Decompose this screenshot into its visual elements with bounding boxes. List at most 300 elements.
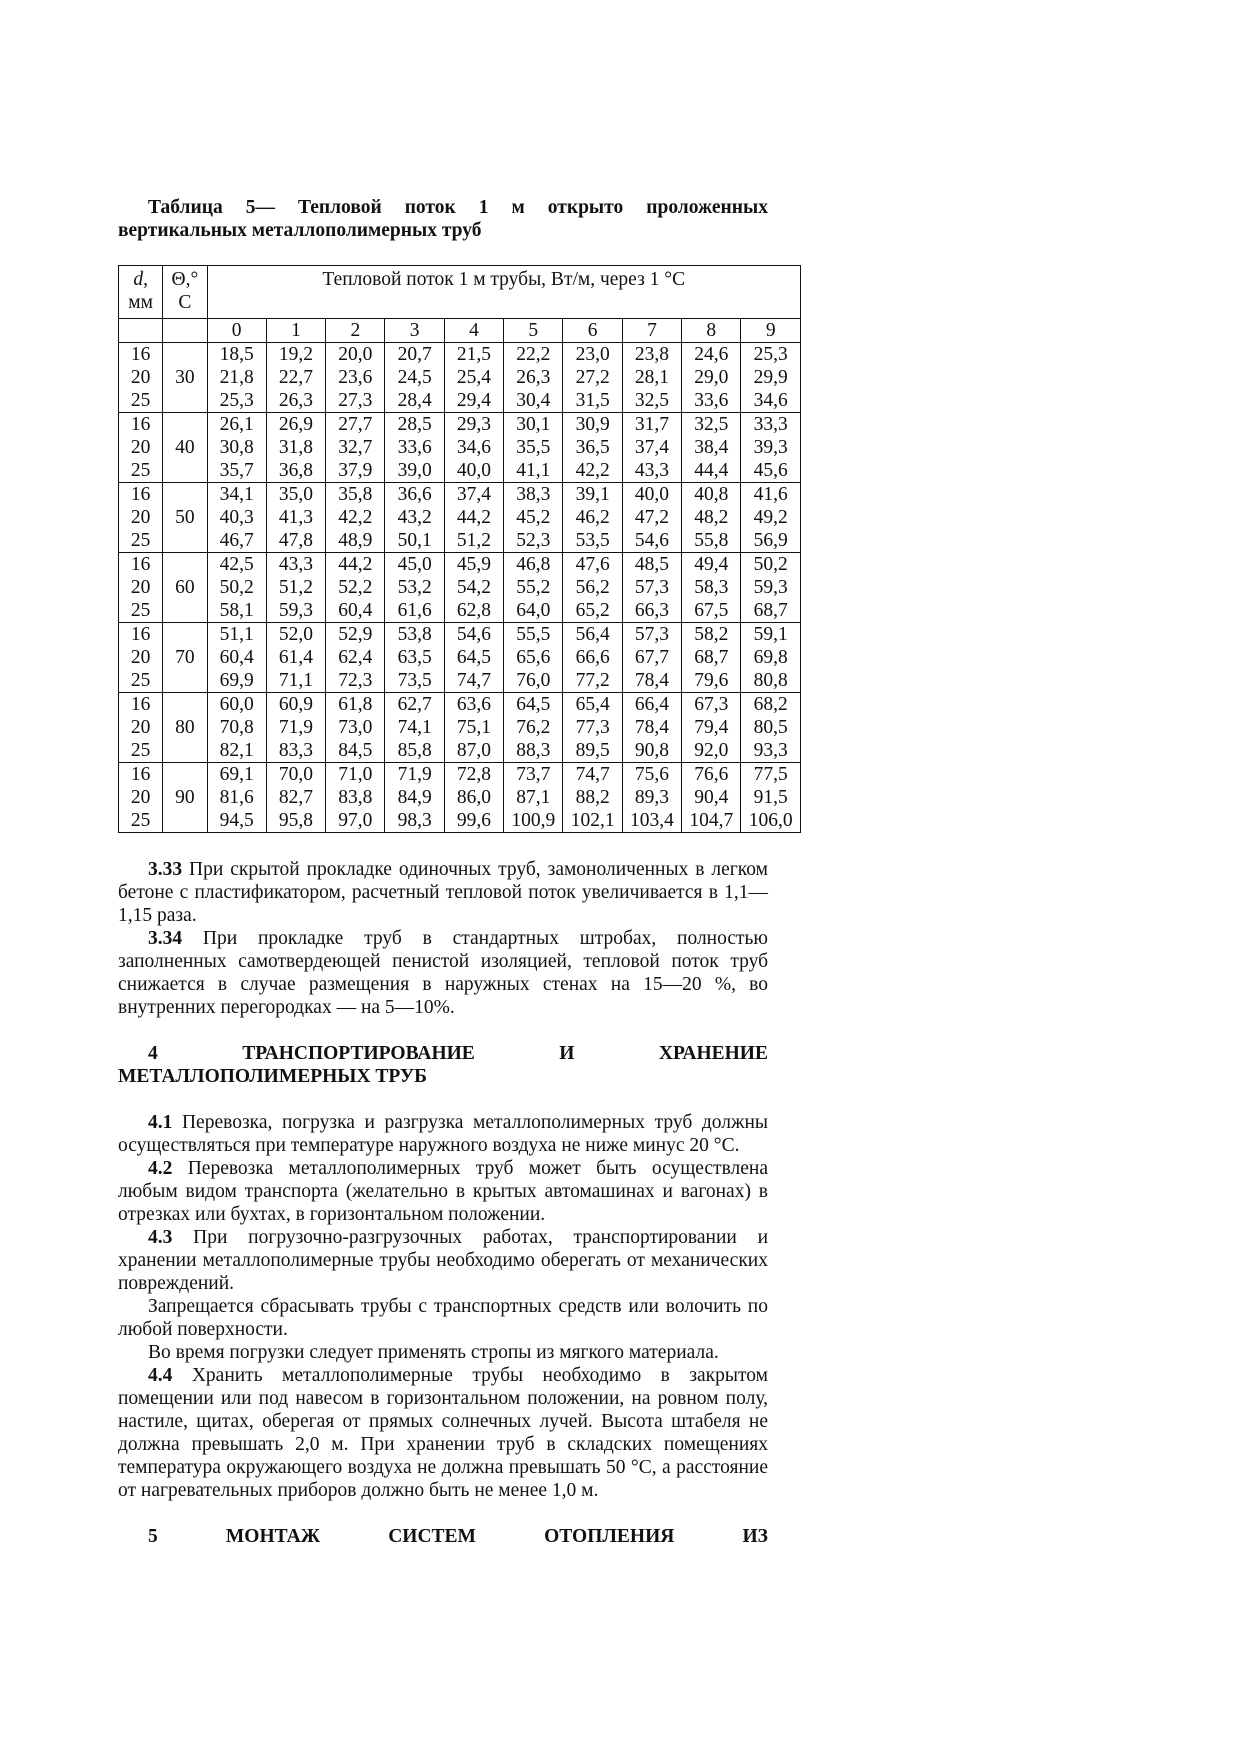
- heat-flow-value: 70,8: [219, 717, 254, 738]
- diameter-cell: [119, 553, 163, 623]
- diameter-value: 25: [130, 390, 151, 411]
- heat-flow-cell: [444, 553, 503, 623]
- heat-flow-value: 60,4: [219, 647, 254, 668]
- heat-flow-value: 76,0: [516, 670, 551, 691]
- diameter-value: 25: [130, 530, 151, 551]
- paragraph-text: Перевозка, погрузка и разгрузка металлополимерных труб должны осуществляться при температуре наружного воздуха не ниже минус 20 °С.: [118, 1112, 768, 1156]
- heat-flow-value: 56,4: [575, 624, 610, 645]
- heat-flow-value: 54,6: [456, 624, 492, 645]
- heat-flow-value: 45,0: [397, 554, 432, 575]
- heat-flow-cell: [741, 623, 801, 693]
- heading-word: ТРАНСПОРТИРОВАНИЕ: [242, 1043, 475, 1064]
- diameter-value: 25: [130, 740, 151, 761]
- heat-flow-value: 100,9: [511, 810, 556, 831]
- section-heading-5-line1: [118, 1525, 768, 1548]
- heat-flow-cell: [385, 483, 444, 553]
- column-index-cell: 9: [741, 319, 801, 343]
- heat-flow-cell: [622, 413, 681, 483]
- heat-flow-cell: [563, 693, 622, 763]
- heat-flow-value: 29,3: [456, 414, 492, 435]
- heat-flow-value: 87,0: [456, 740, 492, 761]
- heat-flow-cell: [207, 763, 266, 833]
- heat-flow-value: 26,3: [278, 390, 314, 411]
- heat-flow-value: 33,3: [753, 414, 788, 435]
- column-index-cell: 8: [682, 319, 741, 343]
- heat-flow-value: 53,5: [575, 530, 610, 551]
- heat-flow-value: 29,9: [753, 367, 788, 388]
- theta-cell: 80: [163, 693, 207, 763]
- heat-flow-value: 45,9: [456, 554, 492, 575]
- heat-flow-value: 60,9: [278, 694, 314, 715]
- heat-flow-value: 45,6: [753, 460, 788, 481]
- heat-flow-cell: [326, 343, 385, 413]
- heat-flow-value: 60,4: [338, 600, 373, 621]
- heat-flow-cell: [682, 553, 741, 623]
- heat-flow-value: 71,1: [278, 670, 314, 691]
- theta-cell: 60: [163, 553, 207, 623]
- heat-flow-value: 91,5: [753, 787, 788, 808]
- heat-flow-value: 64,5: [516, 694, 551, 715]
- heat-flow-value: 90,4: [694, 787, 729, 808]
- heat-flow-value: 32,5: [634, 390, 670, 411]
- table-group-row: [119, 553, 801, 623]
- heat-flow-value: 45,2: [516, 507, 551, 528]
- heat-flow-value: 92,0: [694, 740, 729, 761]
- heat-flow-value: 43,2: [397, 507, 432, 528]
- heat-flow-value: 24,6: [694, 344, 729, 365]
- header-d-unit: мм: [128, 292, 153, 313]
- heat-flow-value: 73,5: [397, 670, 432, 691]
- paragraph-3-34: [118, 927, 768, 1019]
- diameter-value: 16: [130, 414, 151, 435]
- heat-flow-value: 73,7: [516, 764, 551, 785]
- diameter-value: 20: [130, 367, 151, 388]
- heat-flow-cell: [622, 483, 681, 553]
- heat-flow-value: 63,5: [397, 647, 432, 668]
- heat-flow-value: 93,3: [753, 740, 788, 761]
- heat-flow-value: 48,5: [634, 554, 670, 575]
- heat-flow-value: 22,2: [516, 344, 551, 365]
- header-theta-symbol: Θ,°: [171, 269, 199, 290]
- diameter-cell: [119, 623, 163, 693]
- heat-flow-value: 83,8: [338, 787, 373, 808]
- theta-cell: 30: [163, 343, 207, 413]
- heat-flow-cell: [207, 553, 266, 623]
- paragraph-4-4: [118, 1364, 768, 1502]
- heat-flow-value: 103,4: [630, 810, 674, 831]
- heat-flow-value: 61,6: [397, 600, 432, 621]
- diameter-value: 20: [130, 577, 151, 598]
- heat-flow-cell: [444, 763, 503, 833]
- heat-flow-value: 84,5: [338, 740, 373, 761]
- heat-flow-value: 69,1: [219, 764, 254, 785]
- heat-flow-cell: [741, 763, 801, 833]
- heat-flow-cell: [266, 693, 325, 763]
- heat-flow-value: 58,2: [694, 624, 729, 645]
- heat-flow-value: 42,2: [338, 507, 373, 528]
- heat-flow-cell: [622, 693, 681, 763]
- heat-flow-value: 34,1: [219, 484, 254, 505]
- heat-flow-cell: [385, 343, 444, 413]
- table-group-row: [119, 343, 801, 413]
- heat-flow-value: 24,5: [397, 367, 432, 388]
- heat-flow-value: 94,5: [219, 810, 254, 831]
- column-index-empty: [119, 319, 163, 343]
- heat-flow-value: 69,9: [219, 670, 254, 691]
- heat-flow-value: 68,7: [694, 647, 729, 668]
- heat-flow-value: 47,6: [575, 554, 610, 575]
- heat-flow-cell: [504, 483, 563, 553]
- diameter-value: 20: [130, 507, 151, 528]
- heat-flow-value: 25,4: [456, 367, 492, 388]
- heat-flow-value: 40,0: [456, 460, 492, 481]
- heat-flow-value: 28,1: [634, 367, 670, 388]
- heat-flow-value: 21,8: [219, 367, 254, 388]
- heat-flow-cell: [504, 693, 563, 763]
- heat-flow-value: 61,8: [338, 694, 373, 715]
- heat-flow-value: 71,9: [397, 764, 432, 785]
- paragraph-3-33: [118, 858, 768, 927]
- heat-flow-cell: [741, 553, 801, 623]
- heat-flow-value: 51,2: [278, 577, 314, 598]
- heat-flow-cell: [207, 623, 266, 693]
- column-index-cell: 5: [504, 319, 563, 343]
- heat-flow-value: 77,2: [575, 670, 610, 691]
- heat-flow-value: 72,8: [456, 764, 492, 785]
- heat-flow-value: 79,6: [694, 670, 729, 691]
- heat-flow-value: 84,9: [397, 787, 432, 808]
- heat-flow-value: 49,4: [694, 554, 729, 575]
- heat-flow-cell: [622, 763, 681, 833]
- heat-flow-value: 65,2: [575, 600, 610, 621]
- heat-flow-value: 46,2: [575, 507, 610, 528]
- theta-cell: 90: [163, 763, 207, 833]
- heat-flow-value: 97,0: [338, 810, 373, 831]
- theta-cell: 70: [163, 623, 207, 693]
- heading-word: ХРАНЕНИЕ: [658, 1043, 768, 1064]
- diameter-cell: [119, 693, 163, 763]
- heat-flow-value: 82,7: [278, 787, 314, 808]
- heat-flow-cell: [682, 763, 741, 833]
- heat-flow-value: 53,2: [397, 577, 432, 598]
- heat-flow-value: 23,6: [338, 367, 373, 388]
- heat-flow-cell: [266, 763, 325, 833]
- diameter-value: 20: [130, 647, 151, 668]
- heat-flow-cell: [504, 413, 563, 483]
- heat-flow-value: 22,7: [278, 367, 314, 388]
- heat-flow-value: 35,5: [516, 437, 551, 458]
- heat-flow-value: 88,2: [575, 787, 610, 808]
- heat-flow-value: 51,1: [219, 624, 254, 645]
- heat-flow-value: 69,8: [753, 647, 788, 668]
- heat-flow-value: 53,8: [397, 624, 432, 645]
- heat-flow-value: 41,6: [753, 484, 788, 505]
- heat-flow-value: 30,4: [516, 390, 551, 411]
- heat-flow-cell: [622, 343, 681, 413]
- heat-flow-value: 50,2: [753, 554, 788, 575]
- heat-flow-value: 32,7: [338, 437, 373, 458]
- diameter-value: 16: [130, 764, 151, 785]
- heat-flow-value: 48,9: [338, 530, 373, 551]
- heat-flow-cell: [682, 623, 741, 693]
- heat-flow-value: 52,9: [338, 624, 373, 645]
- heat-flow-value: 20,7: [397, 344, 432, 365]
- heat-flow-cell: [326, 413, 385, 483]
- heat-flow-cell: [385, 413, 444, 483]
- heat-flow-cell: [444, 343, 503, 413]
- heat-flow-value: 54,2: [456, 577, 492, 598]
- heat-flow-value: 30,1: [516, 414, 551, 435]
- heat-flow-value: 74,1: [397, 717, 432, 738]
- heat-flow-value: 26,9: [278, 414, 314, 435]
- heat-flow-cell: [563, 623, 622, 693]
- diameter-value: 20: [130, 787, 151, 808]
- heading-word: СИСТЕМ: [388, 1526, 476, 1547]
- heat-flow-value: 55,8: [694, 530, 729, 551]
- heat-flow-value: 23,8: [634, 344, 670, 365]
- heat-flow-value: 39,0: [397, 460, 432, 481]
- heat-flow-value: 27,2: [575, 367, 610, 388]
- heat-flow-value: 50,2: [219, 577, 254, 598]
- heat-flow-value: 49,2: [753, 507, 788, 528]
- heat-flow-cell: [682, 693, 741, 763]
- heat-flow-cell: [444, 693, 503, 763]
- heat-flow-cell: [444, 413, 503, 483]
- heat-flow-value: 85,8: [397, 740, 432, 761]
- heat-flow-value: 47,2: [634, 507, 670, 528]
- heat-flow-value: 38,4: [694, 437, 729, 458]
- header-flow: Тепловой поток 1 м трубы, Вт/м, через 1 °С: [207, 266, 801, 319]
- paragraph-text: Хранить металлополимерные трубы необходимо в закрытом помещении или под навесом в горизонтальном положении, на ровном полу, настиле, щитах, оберегая от прямых солнечных лучей. Высота штабеля не должна превышать 2,0 м. При хранении труб в складских помещениях температура окружающего воздуха не должна превышать 50 °С, а расстояние от нагревательных приборов должно быть не менее 1,0 м.: [118, 1365, 768, 1501]
- heat-flow-value: 66,4: [634, 694, 670, 715]
- paragraph-number: 4.4: [148, 1365, 173, 1386]
- heat-flow-value: 29,4: [456, 390, 492, 411]
- heat-flow-value: 47,8: [278, 530, 314, 551]
- diameter-value: 16: [130, 344, 151, 365]
- heat-flow-value: 40,0: [634, 484, 670, 505]
- diameter-value: 16: [130, 484, 151, 505]
- table-header-row: [119, 266, 801, 319]
- column-index-empty: [163, 319, 207, 343]
- heat-flow-value: 50,1: [397, 530, 432, 551]
- heat-flow-value: 54,6: [634, 530, 670, 551]
- heat-flow-value: 29,0: [694, 367, 729, 388]
- heat-flow-cell: [682, 343, 741, 413]
- heat-flow-value: 83,3: [278, 740, 314, 761]
- heat-flow-value: 38,3: [516, 484, 551, 505]
- header-theta: [163, 266, 207, 319]
- body-text: [118, 858, 768, 1548]
- heat-flow-value: 65,4: [575, 694, 610, 715]
- heat-flow-cell: [326, 693, 385, 763]
- heat-flow-cell: [741, 343, 801, 413]
- heat-flow-cell: [563, 553, 622, 623]
- heat-flow-value: 82,1: [219, 740, 254, 761]
- theta-cell: 40: [163, 413, 207, 483]
- heat-flow-value: 30,9: [575, 414, 610, 435]
- heat-flow-cell: [563, 343, 622, 413]
- heat-flow-cell: [504, 763, 563, 833]
- heat-flow-value: 52,2: [338, 577, 373, 598]
- section-heading-5: [118, 1525, 768, 1548]
- heat-flow-value: 99,6: [456, 810, 492, 831]
- heat-flow-cell: [207, 343, 266, 413]
- heat-flow-value: 37,4: [456, 484, 492, 505]
- heat-flow-cell: [385, 763, 444, 833]
- heat-flow-cell: [207, 413, 266, 483]
- diameter-value: 25: [130, 810, 151, 831]
- heat-flow-value: 89,5: [575, 740, 610, 761]
- heat-flow-value: 71,9: [278, 717, 314, 738]
- heat-flow-value: 58,3: [694, 577, 729, 598]
- table-group-row: [119, 623, 801, 693]
- paragraph-number: 3.34: [148, 928, 183, 949]
- section-heading-4-line1: [118, 1042, 768, 1065]
- paragraph-number: 3.33: [148, 859, 183, 880]
- heat-flow-value: 32,5: [694, 414, 729, 435]
- heading-word: ИЗ: [742, 1526, 768, 1547]
- heat-flow-value: 26,1: [219, 414, 254, 435]
- heat-flow-value: 25,3: [219, 390, 254, 411]
- heat-flow-value: 48,2: [694, 507, 729, 528]
- heat-flow-cell: [266, 623, 325, 693]
- table-caption: [118, 196, 768, 242]
- heat-flow-cell: [266, 553, 325, 623]
- heat-flow-value: 75,6: [634, 764, 670, 785]
- heat-flow-value: 51,2: [456, 530, 492, 551]
- paragraph-text: При погрузочно-разгрузочных работах, транспортировании и хранении металлополимерные трубы необходимо оберегать от механических повреждений.: [118, 1227, 768, 1294]
- heat-flow-cell: [326, 763, 385, 833]
- heat-flow-value: 35,7: [219, 460, 254, 481]
- heat-flow-value: 36,5: [575, 437, 610, 458]
- paragraph-number: 4.3: [148, 1227, 173, 1248]
- paragraph-4-2: [118, 1157, 768, 1226]
- heat-flow-value: 44,2: [338, 554, 373, 575]
- heat-flow-value: 61,4: [278, 647, 314, 668]
- header-theta-unit: С: [178, 292, 192, 313]
- paragraph-text: Перевозка металлополимерных труб может быть осуществлена любым видом транспорта (желательно в крытых автомашинах и вагонах) в отрезках или бухтах, в горизонтальном положении.: [118, 1158, 768, 1225]
- heat-flow-value: 71,0: [338, 764, 373, 785]
- heat-flow-cell: [741, 413, 801, 483]
- heat-flow-value: 40,3: [219, 507, 254, 528]
- heat-flow-cell: [266, 343, 325, 413]
- paragraph-text: При скрытой прокладке одиночных труб, замоноличенных в легком бетоне с пластификатором, расчетный тепловой поток увеличивается в 1,1—1,15 раза.: [118, 859, 768, 926]
- heat-flow-value: 80,5: [753, 717, 788, 738]
- diameter-value: 25: [130, 670, 151, 691]
- heat-flow-value: 60,0: [219, 694, 254, 715]
- paragraph-number: 4.2: [148, 1158, 173, 1179]
- heat-flow-value: 95,8: [278, 810, 314, 831]
- table-group-row: [119, 763, 801, 833]
- heat-flow-value: 35,0: [278, 484, 314, 505]
- heat-flow-value: 44,2: [456, 507, 492, 528]
- heat-flow-cell: [326, 483, 385, 553]
- heat-flow-value: 77,3: [575, 717, 610, 738]
- heat-flow-cell: [741, 693, 801, 763]
- heat-flow-value: 31,5: [575, 390, 610, 411]
- heat-flow-value: 74,7: [456, 670, 492, 691]
- heat-flow-value: 52,0: [278, 624, 314, 645]
- diameter-cell: [119, 343, 163, 413]
- heading-word: 5: [148, 1526, 158, 1547]
- heat-flow-value: 56,9: [753, 530, 788, 551]
- heat-flow-value: 27,7: [338, 414, 373, 435]
- heat-flow-value: 35,8: [338, 484, 373, 505]
- diameter-value: 25: [130, 460, 151, 481]
- table-group-row: [119, 483, 801, 553]
- heat-flow-value: 62,8: [456, 600, 492, 621]
- heat-flow-value: 64,5: [456, 647, 492, 668]
- paragraph-4-3-b: Запрещается сбрасывать трубы с транспортных средств или волочить по любой поверхности.: [118, 1296, 768, 1340]
- heat-flow-value: 62,4: [338, 647, 373, 668]
- heat-flow-value: 55,2: [516, 577, 551, 598]
- heat-flow-value: 43,3: [634, 460, 670, 481]
- heat-flow-value: 78,4: [634, 670, 670, 691]
- paragraph-4-3-c: Во время погрузки следует применять стропы из мягкого материала.: [148, 1342, 719, 1363]
- heat-flow-value: 36,8: [278, 460, 314, 481]
- heading-word: 4: [148, 1043, 158, 1064]
- heat-flow-cell: [563, 413, 622, 483]
- heat-flow-value: 42,2: [575, 460, 610, 481]
- heat-flow-value: 87,1: [516, 787, 551, 808]
- header-d-symbol: d,: [133, 269, 148, 290]
- heat-flow-value: 58,1: [219, 600, 254, 621]
- heat-flow-value: 39,1: [575, 484, 610, 505]
- heat-flow-value: 67,7: [634, 647, 670, 668]
- heat-flow-value: 59,1: [753, 624, 788, 645]
- heat-flow-value: 26,3: [516, 367, 551, 388]
- heat-flow-value: 40,8: [694, 484, 729, 505]
- table-caption-text: Таблица 5— Тепловой поток 1 м открыто проложенных вертикальных металлополимерных труб: [118, 197, 768, 241]
- heat-flow-value: 37,9: [338, 460, 373, 481]
- heat-flow-value: 98,3: [397, 810, 432, 831]
- section-heading-4-line2: МЕТАЛЛОПОЛИМЕРНЫХ ТРУБ: [118, 1066, 428, 1087]
- heat-flow-value: 72,3: [338, 670, 373, 691]
- heat-flow-value: 59,3: [753, 577, 788, 598]
- heat-flow-value: 86,0: [456, 787, 492, 808]
- heat-flow-value: 33,6: [397, 437, 432, 458]
- heat-flow-value: 70,0: [278, 764, 314, 785]
- heat-flow-value: 41,1: [516, 460, 551, 481]
- column-index-cell: 7: [622, 319, 681, 343]
- heat-flow-value: 81,6: [219, 787, 254, 808]
- column-index-cell: 1: [266, 319, 325, 343]
- heat-flow-value: 36,6: [397, 484, 432, 505]
- heat-flow-value: 46,8: [516, 554, 551, 575]
- heat-flow-value: 30,8: [219, 437, 254, 458]
- heat-flow-value: 57,3: [634, 577, 670, 598]
- heat-flow-value: 34,6: [753, 390, 788, 411]
- heat-flow-value: 76,2: [516, 717, 551, 738]
- column-index-cell: 0: [207, 319, 266, 343]
- heat-flow-value: 88,3: [516, 740, 551, 761]
- heat-flow-value: 57,3: [634, 624, 670, 645]
- heat-flow-cell: [504, 343, 563, 413]
- diameter-cell: [119, 483, 163, 553]
- paragraph-4-3: [118, 1226, 768, 1295]
- column-index-cell: 3: [385, 319, 444, 343]
- heat-flow-value: 28,5: [397, 414, 432, 435]
- heat-flow-value: 66,6: [575, 647, 610, 668]
- heat-flow-value: 52,3: [516, 530, 551, 551]
- table-group-row: [119, 693, 801, 763]
- heat-flow-cell: [504, 623, 563, 693]
- table-body: [119, 266, 801, 833]
- heat-flow-value: 80,8: [753, 670, 788, 691]
- column-index-cell: 4: [444, 319, 503, 343]
- heat-flow-value: 18,5: [219, 344, 254, 365]
- heading-word: И: [559, 1043, 575, 1064]
